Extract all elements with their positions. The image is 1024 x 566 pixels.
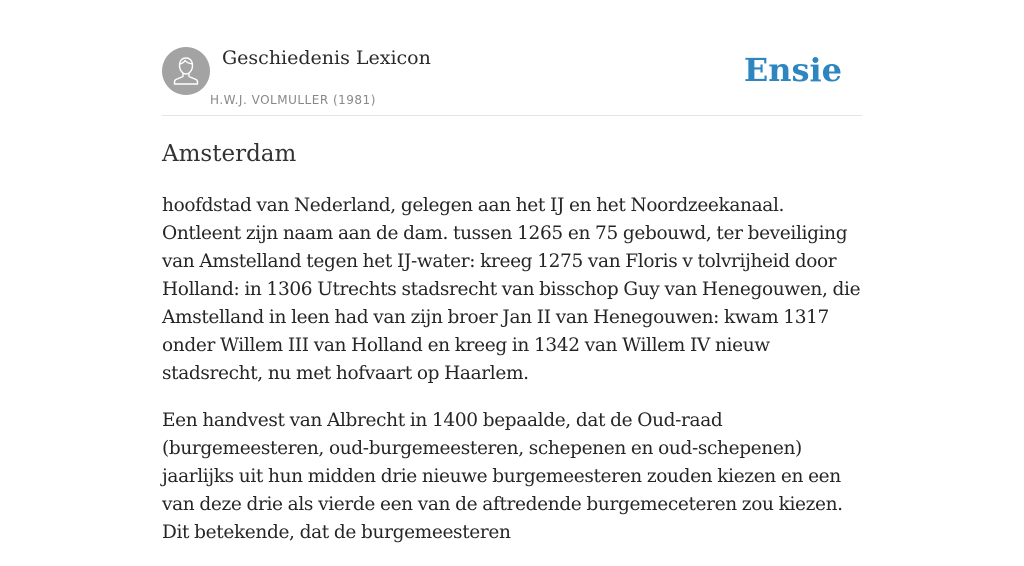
header-divider xyxy=(162,115,862,116)
entry-paragraph: Een handvest van Albrecht in 1400 bepaalde, dat de Oud-raad (burgemeesteren, oud-burgemeesteren, schepenen en oud-schepenen) jaarlijks uit hun midden drie nieuwe burgemeesteren zouden kiezen en een van deze drie als vierde een van de aftredende burgemeceteren zou kiezen. Dit betekende, dat de burgemeesteren xyxy=(162,410,843,543)
ensie-logo-link[interactable]: Ensie xyxy=(743,51,842,89)
entry-paragraph: hoofdstad van Nederland, gelegen aan het IJ en het Noordzeekanaal. Ontleent zijn naam aan de dam. tussen 1265 en 75 gebouwd, ter beveiliging van Amstelland tegen het IJ-water: kreeg 1275 van Floris v tolvrijheid door Holland: in 1306 Utrechts stadsrecht van bisschop Guy van Henegouwen, die Amstelland in leen had van zijn broer Jan II van Henegouwen: kwam 1317 onder Willem III van Holland en kreeg in 1342 van Willem IV nieuw stadsrecht, nu met hofvaart op Haarlem. xyxy=(162,195,861,384)
entry-title: Amsterdam xyxy=(162,141,297,167)
author-name[interactable]: H.W.J. VOLMULLER (1981) xyxy=(210,93,376,107)
book-title[interactable]: Geschiedenis Lexicon xyxy=(222,47,431,69)
page xyxy=(162,0,862,543)
entry-body xyxy=(162,192,862,566)
author-avatar[interactable] xyxy=(162,47,210,95)
